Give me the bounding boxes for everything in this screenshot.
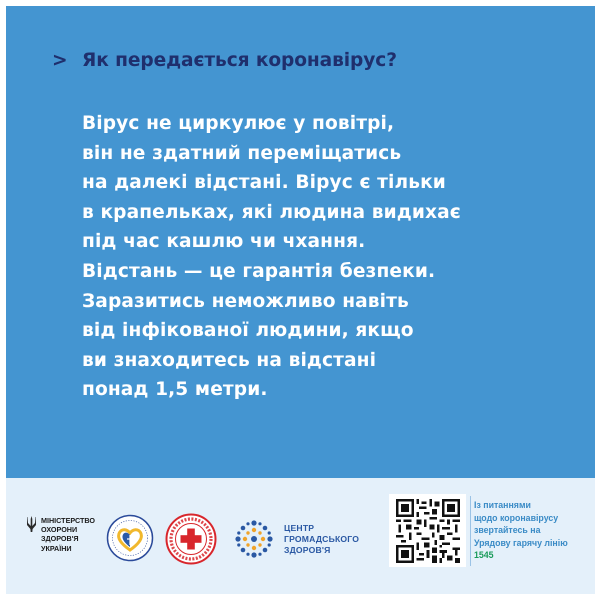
- answer-line: від інфікованої людини, якщо: [82, 320, 414, 342]
- ministry-line: ОХОРОНИ: [41, 525, 78, 535]
- answer-line: він не здатний переміщатись: [82, 142, 402, 164]
- heart-logo: [106, 514, 154, 566]
- answer-line: Заразитись неможливо навіть: [82, 290, 409, 312]
- ministry-line: ЗДОРОВ'Я: [41, 534, 79, 544]
- qr-code[interactable]: [389, 494, 466, 567]
- hotline-line: Урядову гарячу лінію: [474, 537, 568, 548]
- phc-line: ГРОМАДСЬКОГО: [284, 533, 360, 544]
- hotline-line: Із питаннями: [474, 500, 531, 510]
- answer-text: [82, 109, 582, 405]
- phc-emblem-icon: [232, 517, 276, 561]
- trident-icon: [27, 516, 36, 535]
- hotline-number[interactable]: 1545: [474, 550, 494, 561]
- question-heading: [52, 50, 572, 71]
- phc-line: ЦЕНТР: [284, 522, 315, 533]
- answer-line: ви знаходитесь на відстані: [82, 349, 377, 371]
- question-text: Як передається коронавірус?: [82, 50, 397, 71]
- hotline-line: звертайтесь на: [474, 525, 541, 536]
- hotline-line: щодо коронавірусу: [474, 512, 559, 523]
- ministry-line: МІНІСТЕРСТВО: [41, 516, 95, 525]
- qr-code-icon: [396, 499, 460, 563]
- red-cross-logo: [165, 513, 217, 569]
- chevron-right-icon: >: [52, 50, 68, 71]
- phc-line: ЗДОРОВ'Я: [284, 544, 331, 555]
- ministry-logo: [27, 516, 95, 553]
- hotline-info: [474, 499, 592, 562]
- public-health-center-logo: [232, 517, 359, 561]
- answer-line: на далекі відстані. Вірус є тільки: [82, 172, 446, 194]
- answer-line: в крапельках, які людина видихає: [82, 201, 461, 223]
- answer-line: під час кашлю чи чхання.: [82, 231, 366, 253]
- answer-line: Вірус не циркулює у повітрі,: [82, 113, 395, 134]
- footer-divider: [470, 496, 471, 566]
- answer-line: понад 1,5 метри.: [82, 379, 268, 401]
- answer-line: Відстань — це гарантія безпеки.: [82, 260, 436, 282]
- ministry-line: УКРАЇНИ: [41, 543, 72, 553]
